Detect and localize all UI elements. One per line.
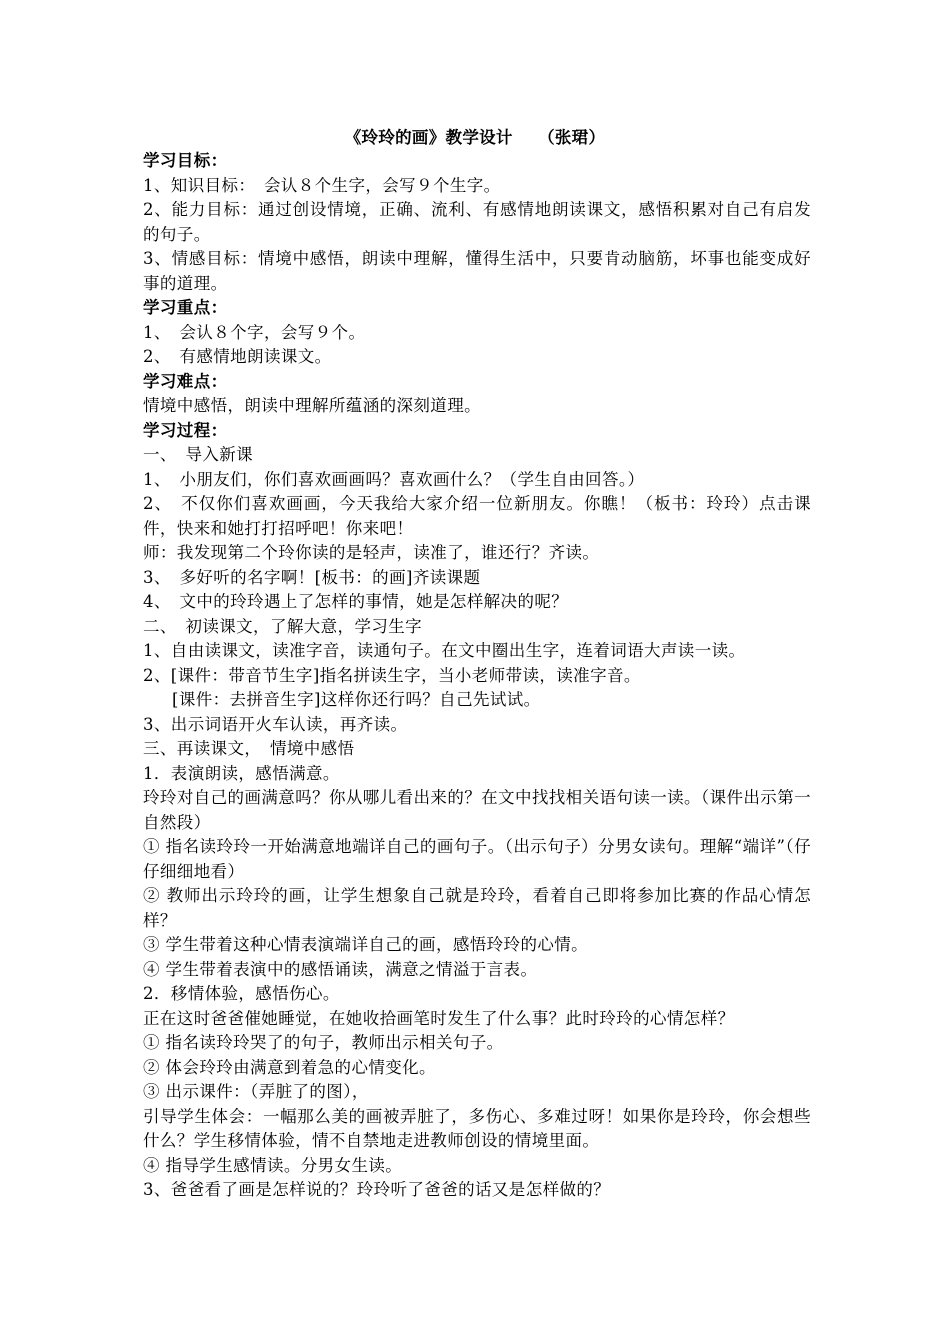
paragraph-line: 1．表演朗读，感悟满意。 (143, 763, 340, 783)
paragraph-line: 2、 有感情地朗读课文。 (143, 347, 332, 366)
section-heading: 学习重点： (143, 298, 228, 317)
paragraph-line: 引导学生体会：一幅那么美的画被弄脏了，多伤心、多难过呀！如果你是玲玲，你会想些什么？学生移情体验，情不自禁地走进教师创设的情境里面。 (143, 1106, 811, 1150)
paragraph-line: 二、 初读课文，了解大意，学习生字 (143, 616, 423, 636)
paragraph-line: 情境中感悟，朗读中理解所蕴涵的深刻道理。 (143, 396, 481, 415)
paragraph-line: 1、 会认８个字，会写９个。 (143, 322, 366, 342)
paragraph-line: [课件：去拼音生字]这样你还行吗？自己先试试。 (172, 690, 541, 709)
paragraph-line: 3、 多好听的名字啊！[板书：的画]齐读课题 (143, 567, 481, 587)
paragraph-line: 正在这时爸爸催她睡觉，在她收拾画笔时发生了什么事？此时玲玲的心情怎样？ (143, 1008, 735, 1028)
paragraph-line: ② 教师出示玲玲的画，让学生想象自己就是玲玲，看着自己即将参加比赛的作品心情怎样？ (143, 886, 811, 930)
paragraph-line: 2、能力目标：通过创设情境，正确、流利、有感情地朗读课文，感悟积累对自己有启发的句子。 (143, 200, 811, 244)
section-heading: 学习过程： (143, 420, 228, 440)
document-title: 《玲玲的画》教学设计 （张珺） (344, 128, 606, 147)
paragraph-line: 玲玲对自己的画满意吗？你从哪儿看出来的？在文中找找相关语句读一读。（课件出示第一自然段） (143, 788, 811, 832)
paragraph-line: ④ 学生带着表演中的感悟诵读，满意之情溢于言表。 (143, 959, 538, 979)
paragraph-line: ① 指名读玲玲一开始满意地端详自己的画句子。（出示句子）分男女读句。理解“端详”（仔仔细细地看） (143, 837, 811, 881)
paragraph-line: 1、自由读课文，读准字音，读通句子。在文中圈出生字，连着词语大声读一读。 (143, 641, 746, 660)
paragraph-line: 1、知识目标： 会认８个生字，会写９个生字。 (143, 175, 501, 195)
paragraph-line: 3、情感目标：情境中感悟，朗读中理解，懂得生活中，只要肯动脑筋，坏事也能变成好事的道理。 (143, 249, 811, 293)
section-heading: 学习目标： (143, 151, 228, 170)
paragraph-line: 2、[课件：带音节生字]指名拼读生字，当小老师带读，读准字音。 (143, 665, 641, 685)
paragraph-line: 一、 导入新课 (143, 445, 254, 464)
paragraph-line: 3、爸爸看了画是怎样说的？玲玲听了爸爸的话又是怎样做的？ (143, 1180, 611, 1199)
paragraph-line: ① 指名读玲玲哭了的句子，教师出示相关句子。 (143, 1033, 504, 1052)
paragraph-line: 1、 小朋友们，你们喜欢画画吗？喜欢画什么？（学生自由回答。） (143, 469, 645, 489)
paragraph-line: ③ 学生带着这种心情表演端详自己的画，感悟玲玲的心情。 (143, 935, 589, 954)
paragraph-line: ④ 指导学生感情读。分男女生读。 (143, 1155, 403, 1175)
paragraph-line: ③ 出示课件：（弄脏了的图）， (143, 1082, 369, 1101)
paragraph-line: 师：我发现第二个玲你读的是轻声，读准了，谁还行？齐读。 (143, 543, 600, 562)
paragraph-line: 2、 不仅你们喜欢画画，今天我给大家介绍一位新朋友。你瞧！（板书：玲玲）点击课件，快来和她打打招呼吧！你来吧！ (143, 494, 811, 538)
section-heading: 学习难点： (143, 371, 228, 391)
paragraph-line: 3、出示词语开火车认读，再齐读。 (143, 714, 408, 734)
paragraph-line: 4、 文中的玲玲遇上了怎样的事情，她是怎样解决的呢？ (143, 592, 569, 611)
document-body (143, 149, 811, 1203)
paragraph-line: 2．移情体验，感悟伤心。 (143, 984, 340, 1003)
paragraph-line: ② 体会玲玲由满意到着急的心情变化。 (143, 1057, 436, 1077)
paragraph-line: 三、再读课文， 情境中感悟 (143, 739, 355, 758)
